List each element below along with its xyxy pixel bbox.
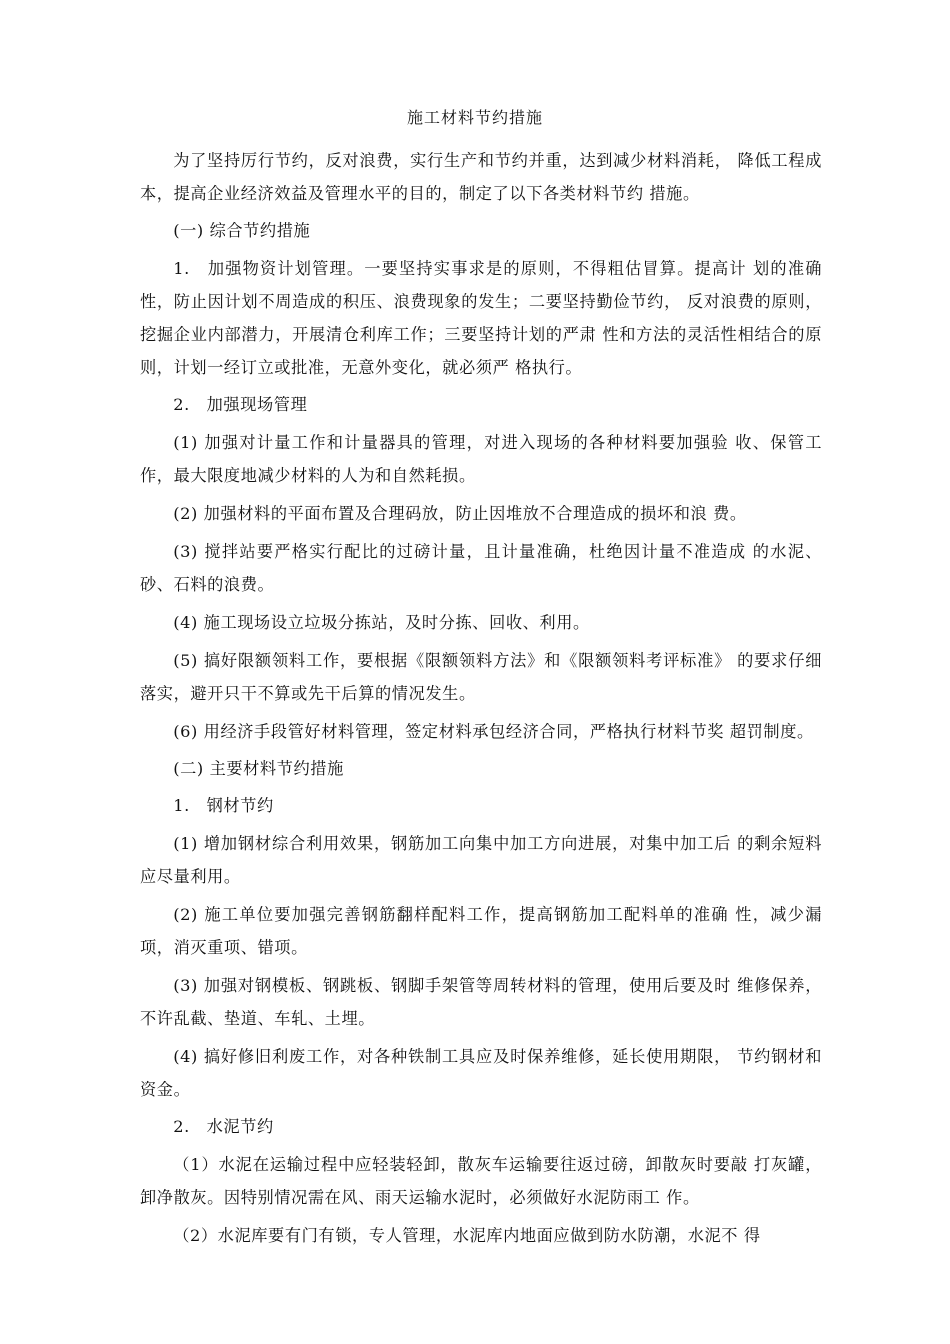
list-item: (1) 加强对计量工作和计量器具的管理，对进入现场的各种材料要加强验 收、保管工作，最大限度地减少材料的人为和自然耗损。 [140,433,822,485]
list-item: (3) 加强对钢模板、钢跳板、钢脚手架管等周转材料的管理，使用后要及时 维修保养，不许乱截、垫道、车轧、土埋。 [140,976,822,1028]
list-item: 1. 加强物资计划管理。一要坚持实事求是的原则，不得粗估冒算。提高计 划的准确性，防止因计划不周造成的积压、浪费现象的发生；二要坚持勤俭节约， 反对浪费的原则，挖掘企业内部潜力，开展清仓利库工作；三要坚持计划的严肃 性和方法的灵活性相结合的原则，计划一经订立或批准，无意外变化，就必须严 格执行。 [140,259,822,377]
list-item: (4) 搞好修旧利废工作，对各种铁制工具应及时保养维修，延长使用期限， 节约钢材和资金。 [140,1047,822,1099]
section-heading-main-materials: (二) 主要材料节约措施 [173,759,344,778]
list-item: （2）水泥库要有门有锁，专人管理，水泥库内地面应做到防水防潮，水泥不 得 [173,1226,761,1245]
list-item: (1) 增加钢材综合利用效果，钢筋加工向集中加工方向进展，对集中加工后 的剩余短料应尽量利用。 [140,834,822,886]
subsection-heading-cement: 2. 水泥节约 [173,1117,274,1136]
intro-paragraph: 为了坚持厉行节约，反对浪费，实行生产和节约并重，达到减少材料消耗， 降低工程成本，提高企业经济效益及管理水平的目的，制定了以下各类材料节约 措施。 [140,151,822,203]
list-item: (2) 加强材料的平面布置及合理码放，防止因堆放不合理造成的损坏和浪 费。 [173,504,747,523]
list-item: (4) 施工现场设立垃圾分拣站，及时分拣、回收、利用。 [173,613,590,632]
section-heading-general: (一) 综合节约措施 [173,221,311,240]
list-item: (2) 施工单位要加强完善钢筋翻样配料工作，提高钢筋加工配料单的准确 性，减少漏项，消灭重项、错项。 [140,905,822,957]
document-body [140,144,822,1252]
document-title: 施工材料节约措施 [406,108,543,127]
list-item: (5) 搞好限额领料工作，要根据《限额领料方法》和《限额领料考评标准》 的要求仔细落实，避开只干不算或先干后算的情况发生。 [140,651,822,703]
list-item: (6) 用经济手段管好材料管理，签定材料承包经济合同，严格执行材料节奖 超罚制度。 [173,722,814,741]
list-item: （1）水泥在运输过程中应轻装轻卸，散灰车运输要往返过磅，卸散灰时要敲 打灰罐，卸净散灰。因特别情况需在风、雨天运输水泥时，必须做好水泥防雨工 作。 [140,1155,822,1207]
list-item: (3) 搅拌站要严格实行配比的过磅计量，且计量准确，杜绝因计量不准造成 的水泥、砂、石料的浪费。 [140,542,822,594]
subsection-heading-site: 2. 加强现场管理 [173,395,308,414]
subsection-heading-steel: 1. 钢材节约 [173,796,274,815]
